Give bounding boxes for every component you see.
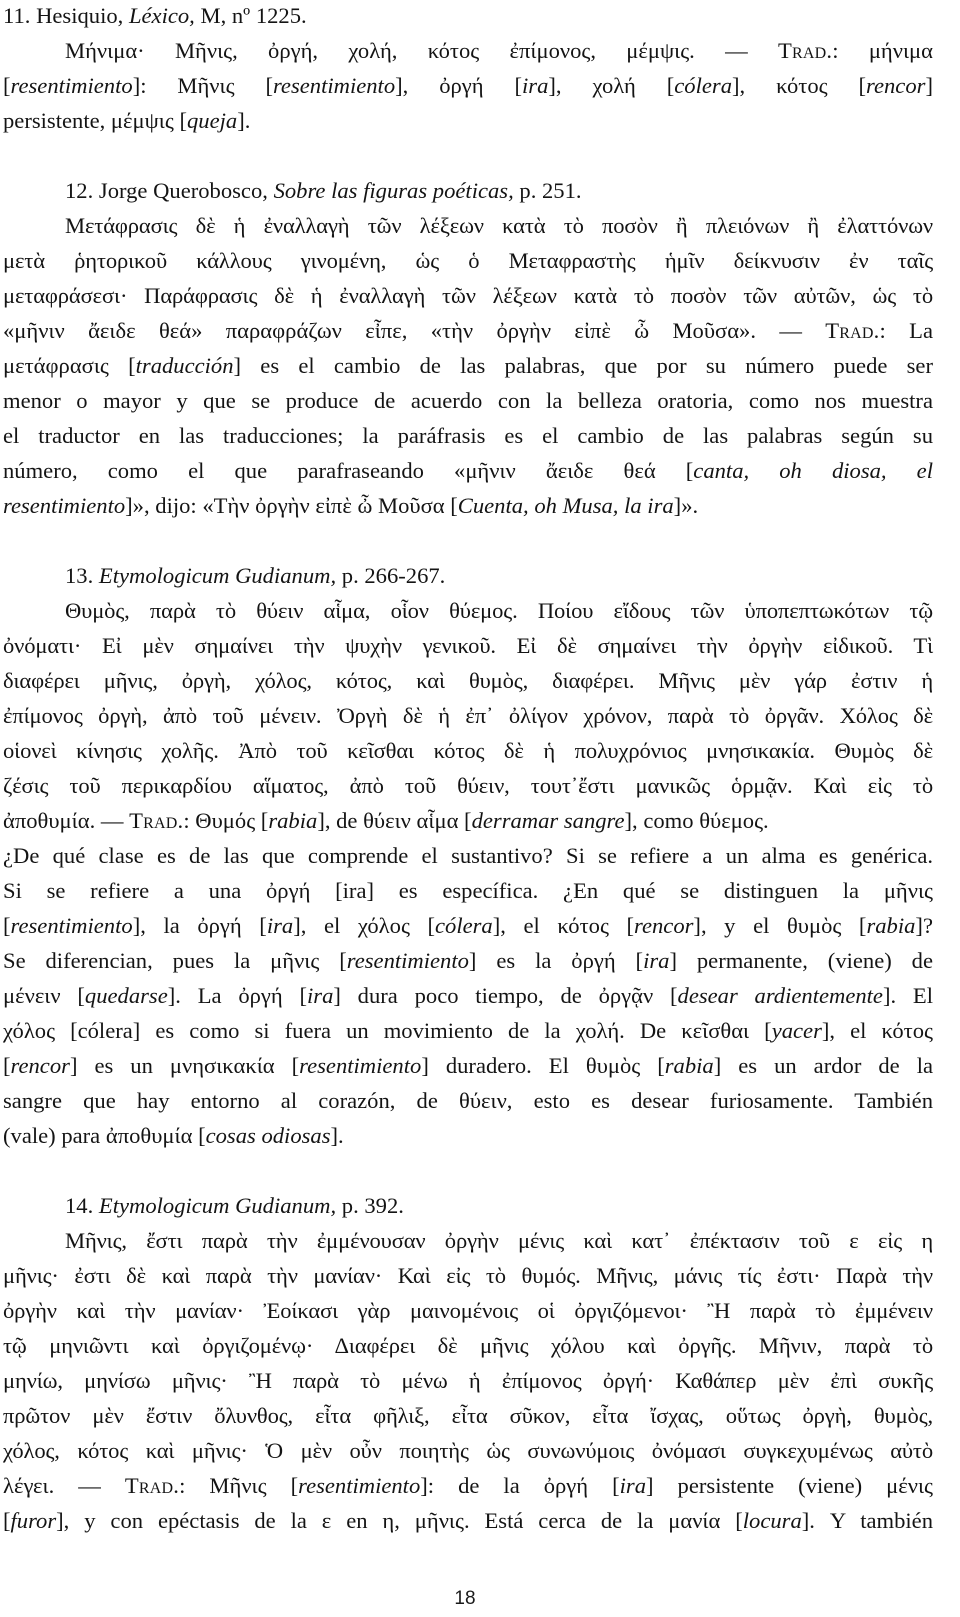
entry-14-line-2: μῆνις· ἐστι δὲ καὶ παρὰ τὴν μανίαν· Καὶ εἰς τὸ θυμός. Μῆνις, μάνις τίς ἐστι· Παρὰ τὴν (3, 1263, 933, 1288)
trad-label: Trad. (825, 318, 880, 343)
entry-13-line-11: Se diferencian, pues la μῆνις [resentimiento] es la ὀργή [ira] permanente, (viene) de (3, 948, 934, 973)
entry-14-line-1: Μῆνις, ἔστι παρὰ τὴν ἐμμένουσαν ὀργὴν μένις καὶ κατ᾽ ἐπέκτασιν τοῦ ε εἰς η (65, 1228, 933, 1253)
entry-13-heading (65, 561, 933, 591)
entry-12-line-1: Μετάφρασις δὲ ἡ ἐναλλαγὴ τῶν λέξεων κατὰ τὸ ποσὸν ἢ πλειόνων ἢ ἐλαττόνων (65, 213, 933, 238)
entry-number: 14. (65, 1193, 94, 1218)
entry-14-line-9: [furor], y con epéctasis de la ε en η, μῆνις. Está cerca de la μανία [locura]. Y también (3, 1508, 933, 1533)
entry-12-heading (65, 176, 933, 206)
entry-14-heading (65, 1191, 933, 1221)
entry-work-title: Etymologicum Gudianum, (98, 1193, 337, 1218)
entry-number: 12. (65, 178, 94, 203)
entry-13-line-10: [resentimiento], la ὀργή [ira], el χόλος [cólera], el κότος [rencor], y el θυμὸς [rabia]? (3, 913, 933, 938)
entry-12-line-3: μεταφράσεσι· Παράφρασις δὲ ἡ ἐναλλαγὴ τῶν λέξεων κατὰ τὸ ποσὸν τῶν αὐτῶν, ὡς τὸ (3, 283, 933, 308)
entry-13-line-4: ἐπίμονος ὀργὴ, ἀπὸ τοῦ μένειν. Ὀργὴ δὲ ἡ ἐπ᾽ ὀλίγον χρόνον, παρὰ τὸ ὀργᾶν. Χόλος δὲ (3, 703, 933, 728)
entry-reference: p. 266-267. (341, 563, 446, 588)
entry-13-line-3: διαφέρει μῆνις, ὀργὴ, χόλος, κότος, καὶ θυμὸς, διαφέρει. Μῆνις μὲν γάρ ἐστιν ἡ (3, 668, 933, 693)
greek-text: Μήνιμα· Μῆνις, ὀργή, χολή, κότος ἐπίμονος, μέμψις. (65, 38, 695, 63)
entry-13-line-1: Θυμὸς, παρὰ τὸ θύειν αἷμα, οἷον θύεμος. Ποίου εἴδους τῶν ὑποπεπτωκότων τῷ (65, 598, 933, 623)
entry-13-line-16: (vale) para ἀποθυμία [cosas odiosas]. (3, 1123, 344, 1148)
greek-text: «μῆνιν ἄειδε θεά» παραφράζων εἶπε, «τὴν ὀργὴν εἰπὲ ὦ Μοῦσα». (3, 318, 756, 343)
entry-reference: M, nº 1225. (200, 3, 307, 28)
trad-text: : μήνιμα (832, 38, 933, 63)
entry-11-line-2: [resentimiento]: Μῆνις [resentimiento], ὀργή [ira], χολή [cólera], κότος [rencor] (3, 73, 933, 98)
trad-label: Trad. (129, 808, 184, 833)
entry-12-line-5: μετάφρασις [traducción] es el cambio de las palabras, que por su número puede ser (3, 353, 933, 378)
entry-11-line-1 (65, 36, 933, 66)
entry-13-line-13: χόλος [cólera] es como si fuera un movimiento de la χολή. De κεῖσθαι [yacer], el κότος (3, 1018, 933, 1043)
entry-14-line-3: ὀργὴν καὶ τὴν μανίαν· Ἐοίκασι γὰρ μαινομένοις οἱ ὀργιζόμενοι· Ἢ παρὰ τὸ ἐμμένειν (3, 1298, 933, 1323)
trad-dash: — (78, 1473, 101, 1498)
entry-number: 13. (65, 563, 94, 588)
entry-13-line-7: ἀποθυμία. — Trad.: Θυμός [rabia], de θύειν αἷμα [derramar sangre], como θύεμος. (3, 808, 769, 833)
entry-work-title: Léxico, (128, 3, 195, 28)
entry-number: 11. (3, 3, 31, 28)
page-number: 18 (454, 1588, 476, 1609)
entry-12-line-9: resentimiento]», dijo: «Τὴν ὀργὴν εἰπὲ ὦ Μοῦσα [Cuenta, oh Musa, la ira]». (3, 493, 699, 518)
entry-author: Jorge Querobosco, (98, 178, 268, 203)
greek-text: λέγει. (3, 1473, 55, 1498)
entry-12-line-2: μετὰ ῥητορικοῦ κάλλους γινομένη, ὡς ὁ Μεταφραστὴς ἡμῖν δείκνυσιν ἐν ταῖς (3, 248, 933, 273)
trad-dash: — (100, 808, 124, 833)
entry-13-line-9: Si se refiere a una ὀργή [ira] es específica. ¿En qué se distinguen la μῆνις (3, 878, 933, 903)
entry-author: Hesiquio, (36, 3, 124, 28)
entry-14-line-6: πρῶτον μὲν ἔστιν ὄλυνθος, εἶτα φῆλιξ, εἶτα σῦκον, εἶτα ἴσχας, οὕτως ὀργὴ, θυμὸς, (3, 1403, 933, 1428)
entry-13-line-12: μένειν [quedarse]. La ὀργή [ira] dura poco tiempo, de ὀργᾷν [desear ardientemente]. El (3, 983, 933, 1008)
entry-12-line-6: menor o mayor y que se produce de acuerdo con la belleza oratoria, como nos muestra (3, 388, 933, 413)
entry-14-line-5: μηνίω, μηνίσω μῆνις· Ἢ παρὰ τὸ μένω ἡ ἐπίμονος ὀργή· Καθάπερ μὲν ἐπὶ συκῆς (3, 1368, 933, 1393)
entry-14-line-8: λέγει. — Trad.: Μῆνις [resentimiento]: de la ὀργή [ira] persistente (viene) μένις (3, 1473, 934, 1498)
entry-13-line-5: οἱονεὶ κίνησις χολῆς. Ἀπὸ τοῦ κεῖσθαι κότος δὲ ἡ πολυχρόνιος μνησικακία. Θυμὸς δὲ (3, 738, 933, 763)
entry-work-title: Sobre las figuras poéticas, (273, 178, 514, 203)
trad-dash: — (725, 38, 748, 63)
entry-13-line-6: ζέσις τοῦ περικαρδίου αἵματος, ἀπὸ τοῦ θύειν, τουτ᾽ἔστι μανικῶς ὁρμᾷν. Καὶ εἰς τὸ (3, 773, 933, 798)
entry-14-line-4: τῷ μηνιῶντι καὶ ὀργιζομένῳ· Διαφέρει δὲ μῆνις χόλου καὶ ὀργῆς. Μῆνιν, παρὰ τὸ (3, 1333, 933, 1358)
greek-text: ἀποθυμία. (3, 808, 96, 833)
entry-13-line-15: sangre que hay entorno al corazón, de θύειν, esto es desear furiosamente. También (3, 1088, 933, 1113)
entry-reference: p. 392. (341, 1193, 404, 1218)
entry-13-line-8: ¿De qué clase es de las que comprende el sustantivo? Si se refiere a un alma es genérica. (3, 843, 933, 868)
trad-label: Trad. (124, 1473, 180, 1498)
entry-reference: p. 251. (519, 178, 582, 203)
entry-11-heading (3, 1, 933, 31)
entry-12-line-4 (3, 316, 933, 346)
entry-13-line-14: [rencor] es un μνησικακία [resentimiento] duradero. El θυμὸς [rabia] es un ardor de la (3, 1053, 933, 1078)
entry-12-line-8: número, como el que parafraseando «μῆνιν ἄειδε θεά [canta, oh diosa, el (3, 458, 933, 483)
entry-13-line-2: ὀνόματι· Εἰ μὲν σημαίνει τὴν ψυχὴν γενικοῦ. Εἰ δὲ σημαίνει τὴν ὀργὴν εἰδικοῦ. Τὶ (3, 633, 933, 658)
trad-dash: — (779, 318, 802, 343)
entry-14-line-7: χόλος, κότος καὶ μῆνις· Ὁ μὲν οὖν ποιητὴς ὡς συνωνύμοις ὀνόμασι συγκεχυμένως αὐτὸ (3, 1438, 933, 1463)
entry-work-title: Etymologicum Gudianum, (98, 563, 337, 588)
entry-11-line-3: persistente, μέμψις [queja]. (3, 108, 251, 133)
entry-12-line-7: el traductor en las traducciones; la paráfrasis es el cambio de las palabras según su (3, 423, 933, 448)
trad-text: : La (879, 318, 933, 343)
trad-label: Trad. (778, 38, 833, 63)
